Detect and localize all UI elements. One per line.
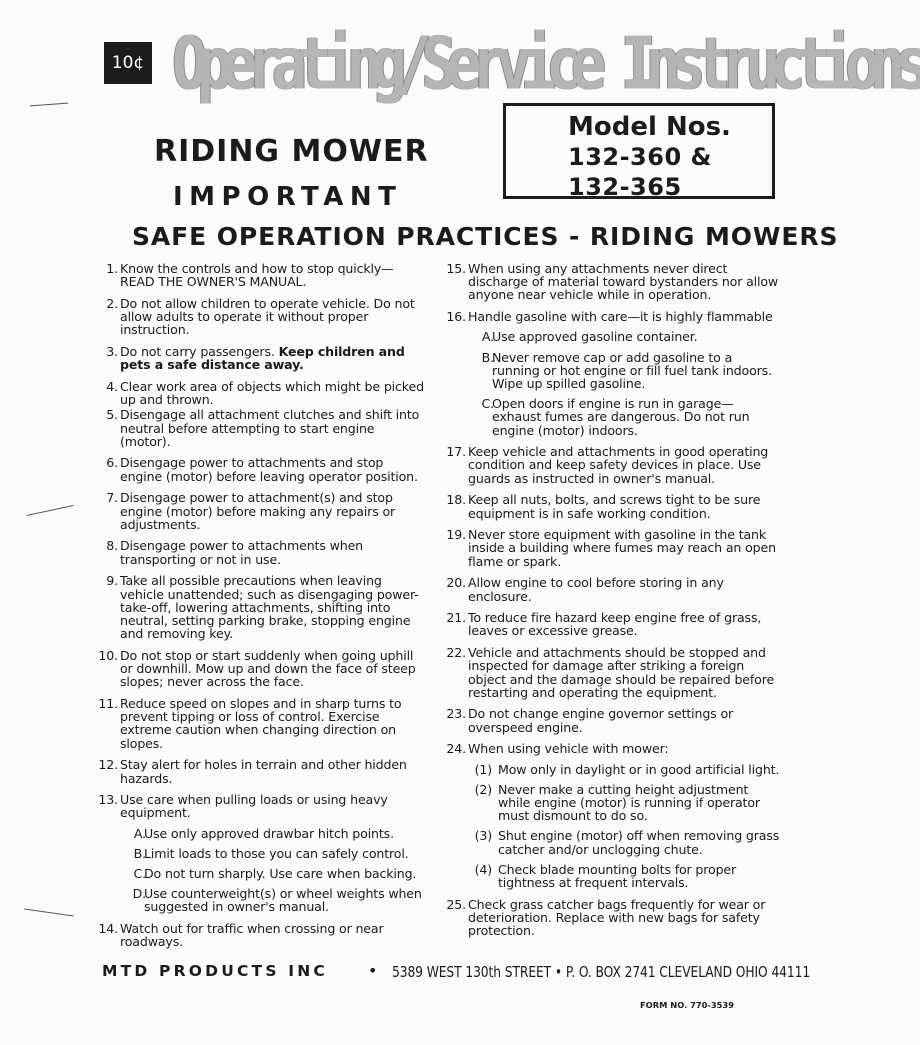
company-name: MTD PRODUCTS INC <box>102 962 329 980</box>
company-address: 5389 WEST 130th STREET • P. O. BOX 2741 CLEVELAND OHIO 44111 <box>392 964 811 981</box>
form-number: FORM NO. 770-3539 <box>640 1000 734 1010</box>
sub-item: (1) Mow only in daylight or in good artificial light. <box>474 761 780 777</box>
list-item: 9. Take all possible precautions when leaving vehicle unattended; such as disengaging power-take-off, lowering attachments, shifting into neutral, setting parking brake, stopping engine and removing key. <box>106 573 419 642</box>
list-item: 14. Watch out for traffic when crossing or near roadways. <box>98 921 384 950</box>
sub-item: D. Use counterweight(s) or wheel weights when suggested in owner's manual. <box>132 886 422 915</box>
list-item: 18. Keep all nuts, bolts, and screws tight to be sure equipment is in safe working condition. <box>446 492 761 521</box>
list-item: 17. Keep vehicle and attachments in good operating condition and keep safety devices in place. Use guards as instructed in owner's manual. <box>446 444 769 486</box>
section-heading: SAFE OPERATION PRACTICES - RIDING MOWERS <box>132 222 839 251</box>
scan-mark <box>26 505 73 516</box>
masthead-title: Operating/Service Instructions <box>172 21 920 106</box>
list-item: 11. Reduce speed on slopes and in sharp turns to prevent tipping or loss of control. Exercise extreme caution when changing direction on slopes. <box>98 695 402 751</box>
sub-item: C. Open doors if engine is run in garage—exhaust fumes are dangerous. Do not run engine (motor) indoors. <box>481 396 750 438</box>
bold-warning: Keep children and pets a safe distance away. <box>120 344 405 373</box>
list-item: 2. Do not allow children to operate vehicle. Do not allow adults to operate it without proper instruction. <box>106 295 415 338</box>
model-number-2: 132-365 <box>568 173 682 201</box>
sub-item: (4) Check blade mounting bolts for proper tightness at frequent intervals. <box>474 861 737 891</box>
list-item: 10. Do not stop or start suddenly when going uphill or downhill. Mow up and down the face of steep slopes; never across the face. <box>98 647 416 690</box>
list-item: 7. Disengage power to attachment(s) and stop engine (motor) before making any repairs or adjustments. <box>106 490 396 532</box>
sub-item: A. Use approved gasoline container. <box>481 329 698 345</box>
list-item: 1. Know the controls and how to stop quickly—READ THE OWNER'S MANUAL. <box>106 261 394 290</box>
scan-mark <box>24 909 74 917</box>
list-item: 6. Disengage power to attachments and stop engine (motor) before leaving operator position. <box>106 455 418 484</box>
scan-mark <box>30 103 68 107</box>
sub-item: C. Do not turn sharply. Use care when backing. <box>133 866 417 882</box>
list-item: 5. Disengage all attachment clutches and shift into neutral before attempting to start engine (motor). <box>106 407 420 449</box>
sub-item: A. Use only approved drawbar hitch points. <box>133 825 394 841</box>
price-badge: 10¢ <box>104 42 152 84</box>
list-item: 20. Allow engine to cool before storing in any enclosure. <box>446 575 724 604</box>
document-title: RIDING MOWER <box>154 134 429 169</box>
right-column <box>446 262 780 946</box>
sub-item: B. Limit loads to those you can safely control. <box>133 845 409 861</box>
bullet-separator: • <box>368 961 378 980</box>
model-number-1: 132-360 & <box>568 143 712 171</box>
sub-item: (2) Never make a cutting height adjustment while engine (motor) is running if operator must dismount to do so. <box>474 781 760 824</box>
model-numbers <box>568 112 731 202</box>
model-label: Model Nos. <box>568 112 731 142</box>
left-column <box>98 262 426 957</box>
list-item: 23. Do not change engine governor settings or overspeed engine. <box>446 706 734 735</box>
list-item: 8. Disengage power to attachments when transporting or not in use. <box>106 538 363 567</box>
list-item: 19. Never store equipment with gasoline in the tank inside a building where fumes may reach an open flame or spark. <box>446 527 776 569</box>
sub-item: B. Never remove cap or add gasoline to a running or hot engine or fill fuel tank indoors. Wipe up spilled gasoline. <box>481 349 772 391</box>
important-heading: IMPORTANT <box>173 182 403 212</box>
sub-item: (3) Shut engine (motor) off when removing grass catcher and/or unclogging chute. <box>474 828 780 857</box>
list-item: 13. Use care when pulling loads or using heavy equipment. A. Use only approved drawbar hitch points. B. Limit loads to those you can safely control. C. Do not turn sharply. Use care when backing. D. Use counterweight(s) or wheel weights when suggested in owner's manual. <box>98 793 426 913</box>
list-item: 12. Stay alert for holes in terrain and other hidden hazards. <box>98 757 407 786</box>
list-item: 22. Vehicle and attachments should be stopped and inspected for damage after striking a foreign object and the damage should be repaired before restarting and operating the equipment. <box>446 645 775 700</box>
list-item: 4. Clear work area of objects which might be picked up and thrown. <box>106 378 424 408</box>
list-item: 15. When using any attachments never direct discharge of material toward bystanders nor allow anyone near vehicle while in operation. <box>446 261 779 303</box>
list-item: 21. To reduce fire hazard keep engine free of grass, leaves or excessive grease. <box>446 610 762 639</box>
list-item: 25. Check grass catcher bags frequently for wear or deterioration. Replace with new bags for safety protection. <box>446 896 766 939</box>
list-item: 24. When using vehicle with mower: (1) Mow only in daylight or in good artificial light. (2) Never make a cutting height adjustment while engine (motor) is running if operator must dismount to do so. (3) Shut engine (motor) off when removing grass catcher and/or unclogging chute. (4) Check blade mounting bolts for proper tightness at frequent intervals. <box>446 741 780 891</box>
list-item: 3. Do not carry passengers. Keep children and pets a safe distance away. <box>106 344 405 373</box>
list-item: 16. Handle gasoline with care—it is highly flammable A. Use approved gasoline container. B. Never remove cap or add gasoline to a running or hot engine or fill fuel tank indoors. Wipe up spilled gasoline. C. Open doors if engine is run in garage—exhaust fumes are dangerous. Do not run engine (motor) indoors. <box>446 310 780 437</box>
